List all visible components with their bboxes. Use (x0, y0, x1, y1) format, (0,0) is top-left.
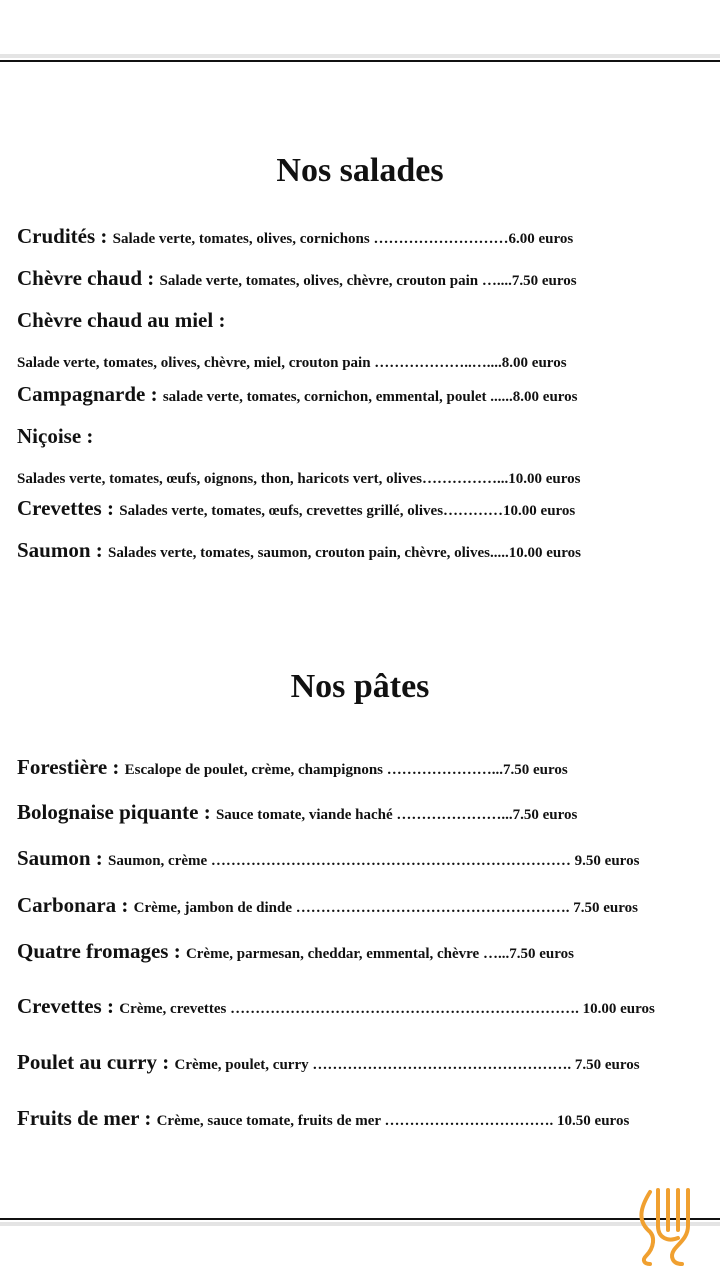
item-description: Escalope de poulet, crème, champignons …………………...7.50 euros (124, 762, 568, 778)
item-description: Salades verte, tomates, saumon, crouton pain, chèvre, olives.....10.00 euros (108, 545, 581, 561)
menu-item-saumon-pates (17, 846, 639, 871)
menu-item-chevre-chaud-miel-desc (17, 348, 567, 373)
item-description: Sauce tomate, viande haché …………………...7.50 euros (215, 807, 578, 823)
item-description: Salade verte, tomates, olives, chèvre, miel, crouton pain ………………..…....8.00 euros (17, 355, 567, 371)
item-description: Salade verte, tomates, olives, cornichons ………………………6.00 euros (112, 231, 574, 247)
item-description: Salade verte, tomates, olives, chèvre, crouton pain …....7.50 euros (159, 273, 577, 289)
menu-item-poulet-curry (17, 1050, 640, 1075)
fork-logo-icon (632, 1186, 702, 1268)
item-name: Crevettes : (17, 994, 120, 1018)
menu-item-crevettes-pates (17, 994, 655, 1019)
item-name: Crevettes : (17, 496, 120, 520)
menu-item-forestiere (17, 755, 568, 780)
item-description: Saumon, crème ……………………………………………………………… 9.50 euros (108, 853, 640, 869)
menu-item-fruits-de-mer (17, 1106, 629, 1131)
menu-item-quatre-fromages (17, 939, 574, 964)
menu-item-carbonara (17, 893, 638, 918)
top-gray-rule (0, 54, 720, 58)
item-name: Forestière : (17, 755, 125, 779)
menu-item-saumon-salade (17, 538, 581, 563)
item-name: Campagnarde : (17, 382, 163, 406)
top-blank-band (0, 0, 720, 54)
bottom-black-rule (0, 1218, 720, 1220)
item-name: Carbonara : (17, 893, 134, 917)
item-name: Crudités : (17, 224, 113, 248)
item-description: Salades verte, tomates, œufs, oignons, thon, haricots vert, olives……………...10.00 euros (17, 471, 581, 487)
menu-item-chevre-chaud (17, 266, 577, 291)
pasta-title: Nos pâtes (290, 668, 430, 705)
item-name: Saumon : (17, 538, 109, 562)
item-description: Crème, sauce tomate, fruits de mer ……………………………. 10.50 euros (156, 1113, 630, 1129)
item-description: Salades verte, tomates, œufs, crevettes grillé, olives…………10.00 euros (119, 503, 576, 519)
item-name: Chèvre chaud au miel : (17, 308, 226, 332)
item-description: Crème, crevettes ……………………………………………………………. 10.00 euros (119, 1001, 655, 1017)
item-description: Crème, jambon de dinde ………………………………………………. 7.50 euros (133, 900, 638, 916)
menu-item-crevettes-salade (17, 496, 575, 521)
item-name: Poulet au curry : (17, 1050, 175, 1074)
item-name: Chèvre chaud : (17, 266, 160, 290)
item-description: salade verte, tomates, cornichon, emmental, poulet ......8.00 euros (162, 389, 578, 405)
bottom-gray-rule (0, 1222, 720, 1226)
item-name: Quatre fromages : (17, 939, 186, 963)
menu-item-chevre-chaud-miel (17, 308, 225, 333)
item-description: Crème, parmesan, cheddar, emmental, chèvre …...7.50 euros (185, 946, 574, 962)
item-name: Fruits de mer : (17, 1106, 157, 1130)
item-description: Crème, poulet, curry ……………………………………………. 7.50 euros (174, 1057, 640, 1073)
menu-item-nicoise-desc (17, 464, 580, 489)
item-name: Niçoise : (17, 424, 94, 448)
top-black-rule (0, 60, 720, 62)
item-name: Bolognaise piquante : (17, 800, 216, 824)
salads-title: Nos salades (276, 152, 444, 189)
menu-item-nicoise (17, 424, 93, 449)
menu-item-bolognaise (17, 800, 577, 825)
menu-item-crudites (17, 224, 573, 249)
menu-item-campagnarde (17, 382, 578, 407)
item-name: Saumon : (17, 846, 109, 870)
